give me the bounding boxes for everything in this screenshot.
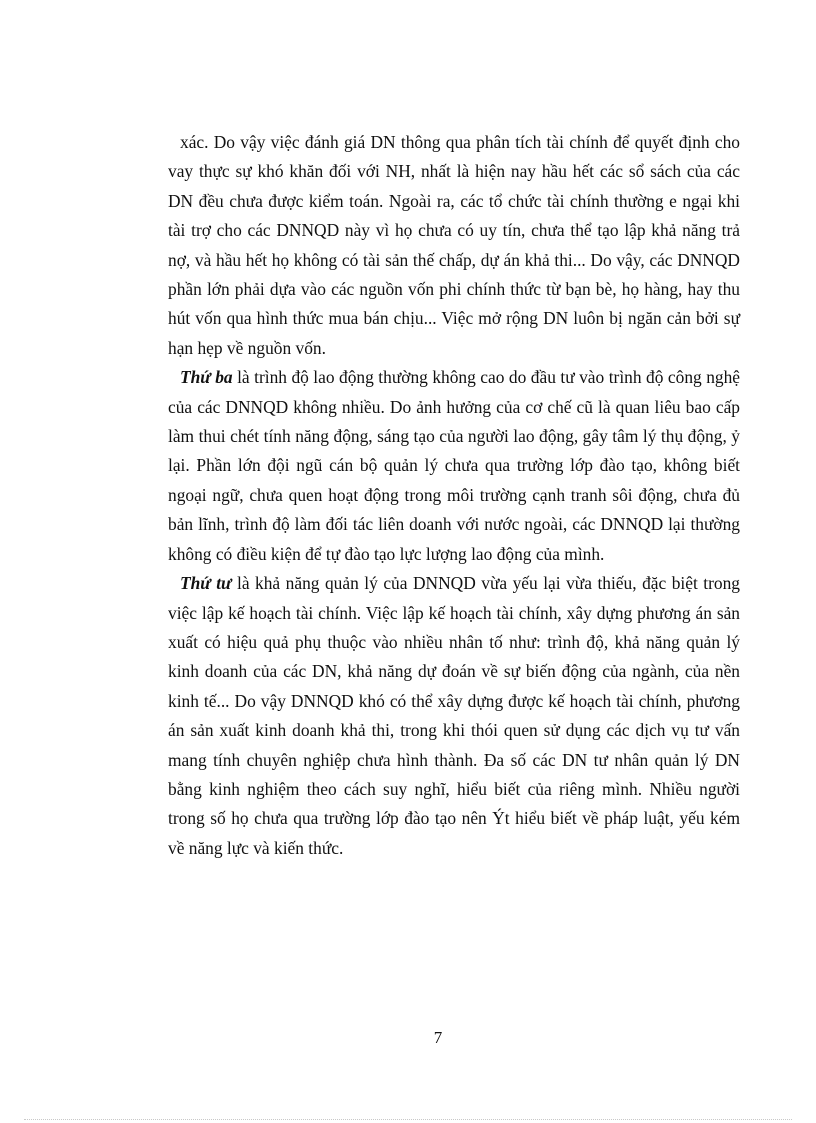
paragraph-3-lead: Thứ tư: [180, 573, 232, 594]
paragraph-2: [168, 363, 740, 569]
paragraph-3: [168, 569, 740, 863]
page-number: 7: [433, 1028, 443, 1047]
paragraph-1-text: xác. Do vậy việc đánh giá DN thông qua phân tích tài chính để quyết định cho vay thực sự khó khăn đối với NH, nhất là hiện nay hầu hết các sổ sách của các DN đều chưa được kiểm toán. Ngoài ra, các tổ chức tài chính thường e ngại khi tài trợ cho các DNNQD này vì họ chưa có uy tín, chưa thể tạo lập khả năng trả nợ, và hầu hết họ không có tài sản thế chấp, dự án khả thi... Do vậy, các DNNQD phần lớn phải dựa vào các nguồn vốn phi chính thức từ bạn bè, họ hàng, hay thu hút vốn qua hình thức mua bán chịu... Việc mở rộng DN luôn bị ngăn cản bởi sự hạn hẹp về nguồn vốn.: [168, 132, 740, 358]
paragraph-2-lead: Thứ ba: [180, 367, 233, 388]
page-bottom-edge: [24, 1119, 792, 1120]
paragraph-2-text: là trình độ lao động thường không cao do đầu tư vào trình độ công nghệ của các DNNQD không nhiều. Do ảnh hưởng của cơ chế cũ là quan liêu bao cấp làm thui chét tính năng động, sáng tạo của người lao động, gây tâm lý thụ động, ỷ lại. Phần lớn đội ngũ cán bộ quản lý chưa qua trường lớp đào tạo, không biết ngoại ngữ, chưa quen hoạt động trong môi trường cạnh tranh sôi động, chưa đủ bản lĩnh, trình độ làm đối tác liên doanh với nước ngoài, các DNNQD lại thường không có điều kiện để tự đào tạo lực lượng lao động của mình.: [168, 367, 740, 564]
paragraph-3-text: là khả năng quản lý của DNNQD vừa yếu lại vừa thiếu, đặc biệt trong việc lập kế hoạch tài chính. Việc lập kế hoạch tài chính, xây dựng phương án sản xuất có hiệu quả phụ thuộc vào nhiều nhân tố như: trình độ, khả năng quản lý kinh doanh của các DN, khả năng dự đoán về sự biến động của ngành, của nền kinh tế... Do vậy DNNQD khó có thể xây dựng được kế hoạch tài chính, phương án sản xuất kinh doanh khả thi, trong khi thói quen sử dụng các dịch vụ tư vấn mang tính chuyên nghiệp chưa hình thành. Đa số các DN tư nhân quản lý DN bằng kinh nghiệm theo cách suy nghĩ, hiểu biết của riêng mình. Nhiều người trong số họ chưa qua trường lớp đào tạo nên Ýt hiểu biết về pháp luật, yếu kém về năng lực và kiến thức.: [168, 573, 741, 858]
paragraph-1: [168, 128, 740, 363]
body-text: [168, 128, 740, 863]
